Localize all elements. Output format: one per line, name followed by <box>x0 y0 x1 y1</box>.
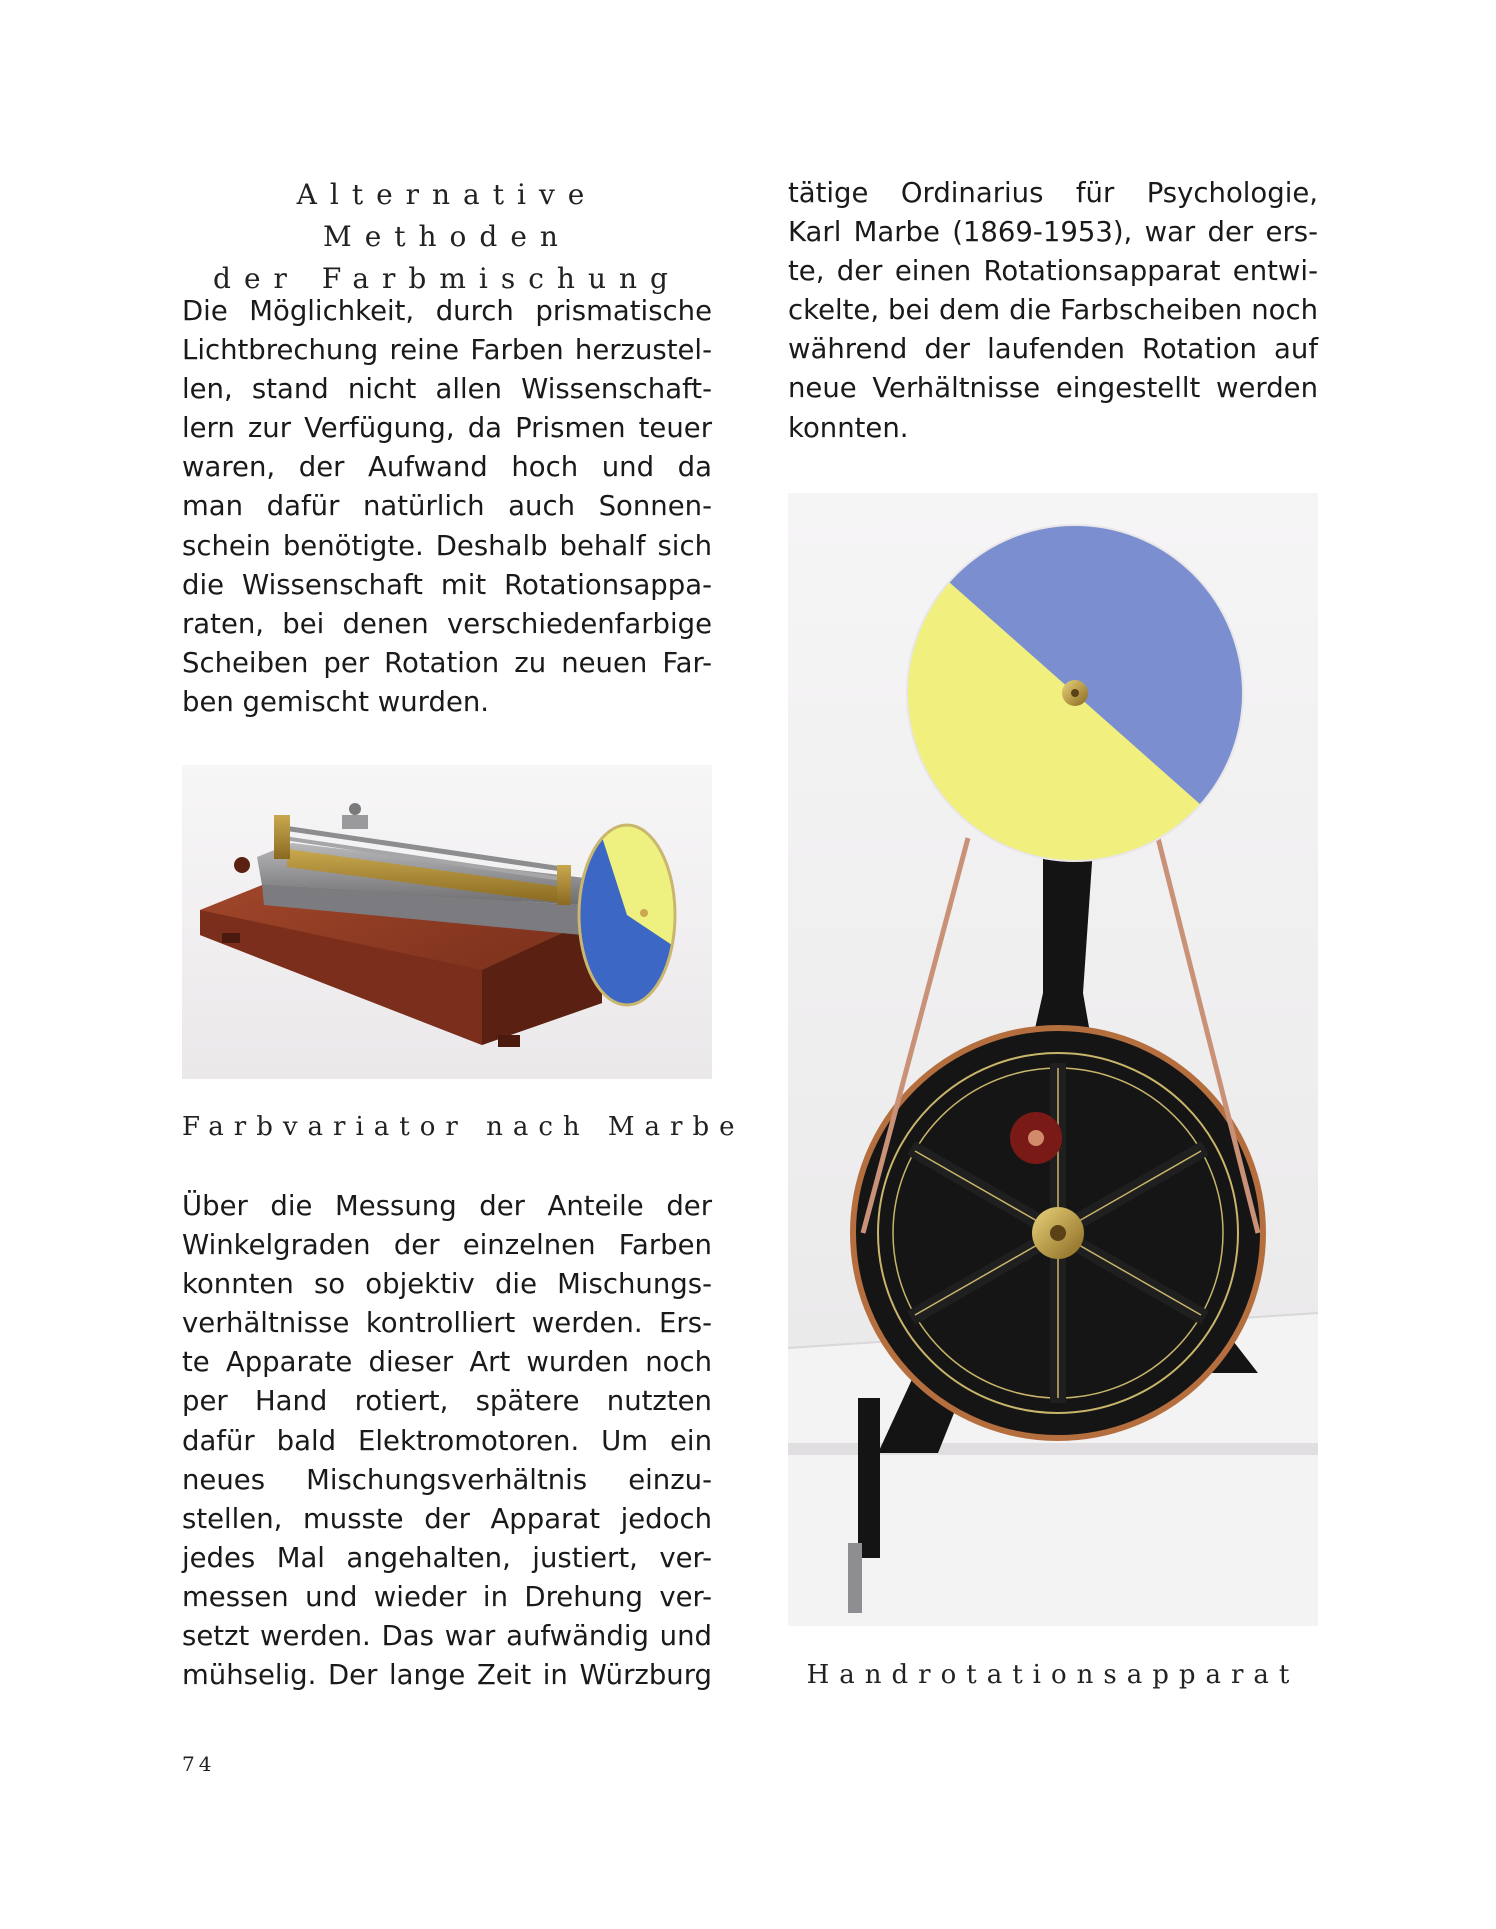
farbvariator-illustration <box>182 765 712 1079</box>
text-line: ckelte, bei dem die Farbscheiben noch <box>788 294 1318 327</box>
intro-paragraph <box>182 292 712 722</box>
text-line: mühselig. Der lange Zeit in Würzburg <box>182 1659 712 1692</box>
text-line: man dafür natürlich auch Sonnen- <box>182 490 712 523</box>
handrotation-photo <box>788 493 1318 1626</box>
text-line: verhältnisse kontrolliert werden. Ers- <box>182 1307 712 1340</box>
text-line: dafür bald Elektromotoren. Um ein <box>182 1424 712 1457</box>
text-line: neue Verhältnisse eingestellt werden <box>788 372 1318 405</box>
text-line: per Hand rotiert, spätere nutzten <box>182 1385 712 1418</box>
text-line: messen und wieder in Drehung ver- <box>182 1580 712 1613</box>
text-line: neues Mischungsverhältnis einzu- <box>182 1463 712 1496</box>
section-heading <box>182 174 712 300</box>
text-line: Lichtbrechung reine Farben herzustel- <box>182 334 712 367</box>
page-number: 74 <box>182 1752 216 1776</box>
handrotation-illustration <box>788 493 1318 1626</box>
text-line: die Wissenschaft mit Rotationsappa- <box>182 568 712 601</box>
farbvariator-photo <box>182 765 712 1079</box>
text-line: konnten so objektiv die Mischungs- <box>182 1268 712 1301</box>
text-line: Über die Messung der Anteile der <box>182 1190 712 1222</box>
section-heading-line-1: Alternative Methoden <box>296 178 598 253</box>
text-line: len, stand nicht allen Wissenschaft- <box>182 373 712 406</box>
text-line: Karl Marbe (1869-1953), war der ers- <box>788 216 1318 249</box>
section-heading-line-2: der Farbmischung <box>213 262 681 295</box>
text-line: ben gemischt wurden. <box>182 685 490 718</box>
handrotation-caption: Handrotationsapparat <box>806 1660 1300 1690</box>
farbvariator-caption: Farbvariator nach Marbe <box>182 1112 745 1142</box>
text-line: Scheiben per Rotation zu neuen Far- <box>182 646 712 679</box>
text-line: stellen, musste der Apparat jedoch <box>182 1502 712 1535</box>
text-line: te Apparate dieser Art wurden noch <box>182 1346 712 1379</box>
text-line: setzt werden. Das war aufwändig und <box>182 1620 712 1653</box>
marbe-paragraph <box>788 174 1318 448</box>
text-line: jedes Mal angehalten, justiert, ver- <box>182 1541 712 1574</box>
text-line: Winkelgraden der einzelnen Farben <box>182 1229 712 1262</box>
text-line: konnten. <box>788 411 909 444</box>
text-line: raten, bei denen verschiedenfarbige <box>182 607 712 640</box>
text-line: Die Möglichkeit, durch prismatische <box>182 295 712 327</box>
text-line: während der laufenden Rotation auf <box>788 333 1318 366</box>
text-line: te, der einen Rotationsapparat entwi- <box>788 255 1318 288</box>
measure-paragraph <box>182 1187 712 1695</box>
text-line: schein benötigte. Deshalb behalf sich <box>182 529 712 562</box>
text-line: tätige Ordinarius für Psychologie, <box>788 177 1318 209</box>
text-line: lern zur Verfügung, da Prismen teuer <box>182 412 712 445</box>
text-line: waren, der Aufwand hoch und da <box>182 451 712 484</box>
